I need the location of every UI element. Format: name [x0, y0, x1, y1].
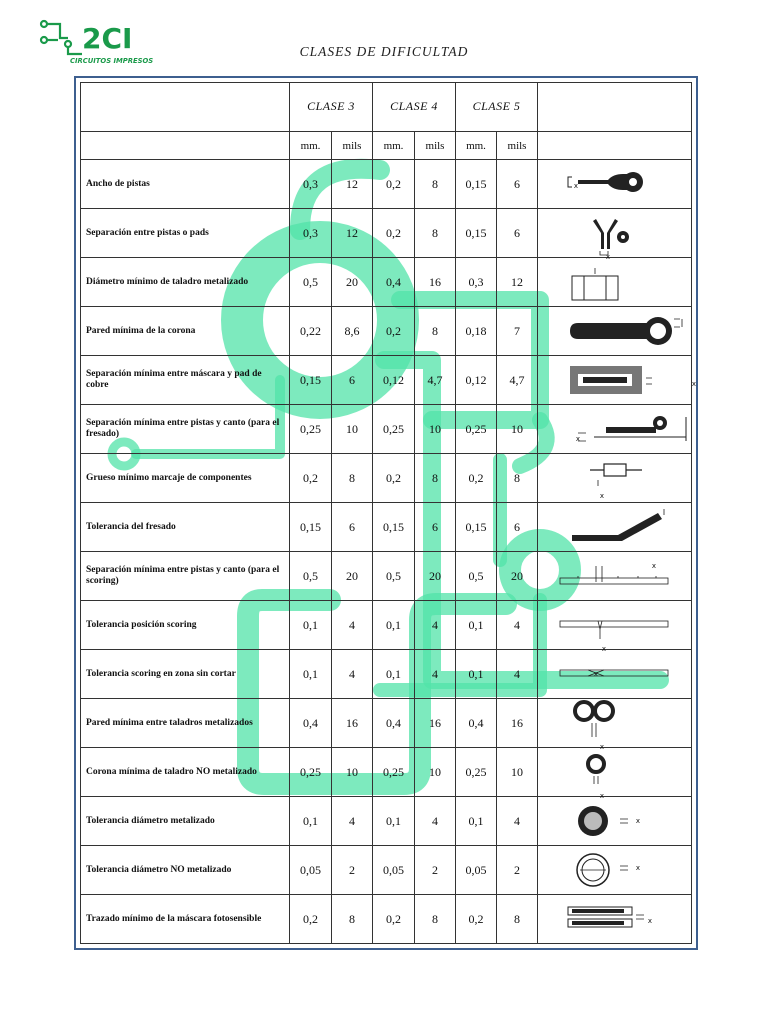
- value-mils: 8: [349, 470, 355, 485]
- npth-ring-icon: [588, 756, 604, 784]
- value-mm: 0,1: [386, 617, 401, 632]
- value-mils: 4: [514, 617, 520, 632]
- value-mils: 2: [349, 862, 355, 877]
- value-mils: 8: [514, 470, 520, 485]
- value-mm: 0,4: [386, 274, 401, 289]
- value-mm: 0,1: [386, 666, 401, 681]
- dimension-mark: x: [647, 917, 653, 925]
- value-mils: 6: [514, 225, 520, 240]
- value-mils: 10: [511, 421, 523, 436]
- value-mm: 0,25: [300, 764, 321, 779]
- dimension-mark: x: [593, 670, 599, 678]
- value-mm: 0,1: [303, 617, 318, 632]
- value-mm: 0,12: [465, 372, 487, 387]
- row-label: Ancho de pistas: [86, 178, 150, 189]
- value-mm: 0,5: [468, 568, 484, 583]
- row-label: Tolerancia del fresado: [86, 521, 176, 532]
- value-mm: 0,18: [465, 323, 487, 338]
- value-mils: 10: [346, 421, 358, 436]
- header-clase-3: CLASE 3: [307, 99, 355, 113]
- value-mm: 0,4: [386, 715, 401, 730]
- row-label: Tolerancia diámetro metalizado: [86, 815, 215, 826]
- npth-tolerance-icon: [577, 854, 628, 886]
- value-mm: 0,2: [303, 911, 318, 926]
- row-label: Diámetro mínimo de taladro metalizado: [86, 276, 249, 287]
- value-mils: 10: [429, 764, 441, 779]
- row-label: Separación entre pistas o pads: [86, 227, 209, 238]
- value-mils: 4: [432, 617, 438, 632]
- value-mils: 12: [511, 274, 523, 289]
- value-mm: 0,3: [303, 225, 318, 240]
- value-mm: 0,2: [386, 176, 401, 191]
- value-mm: 0,5: [303, 568, 318, 583]
- company-logo: [38, 18, 160, 68]
- value-mm: 0,2: [386, 911, 401, 926]
- row-label: Tolerancia diámetro NO metalizado: [86, 864, 232, 875]
- edge-routing-icon: [578, 416, 686, 441]
- row-label: Pared mínima de la corona: [86, 325, 196, 336]
- annular-ring-icon: [570, 317, 682, 345]
- value-mils: 8: [432, 225, 438, 240]
- drill-wall-icon: [575, 702, 613, 737]
- value-mm: 0,15: [465, 519, 487, 534]
- value-mils: 20: [511, 568, 523, 583]
- unit-header: mils: [507, 139, 527, 152]
- value-mils: 6: [349, 372, 355, 387]
- dimension-mark: x: [635, 864, 641, 872]
- unit-header: mm.: [300, 139, 321, 152]
- dimension-mark: x: [651, 562, 657, 570]
- dimension-mark: x: [573, 182, 579, 190]
- value-mils: 8: [432, 176, 438, 191]
- value-mils: 16: [429, 715, 441, 730]
- row-label: Tolerancia posición scoring: [86, 619, 197, 630]
- value-mm: 0,15: [383, 519, 404, 534]
- routing-tolerance-icon: [572, 509, 664, 541]
- value-mm: 0,15: [465, 176, 487, 191]
- row-label: Separación mínima entre máscara y pad de cobre: [86, 369, 262, 390]
- row-label: Grueso mínimo marcaje de componentes: [86, 472, 252, 483]
- mask-clearance-icon: [570, 366, 652, 394]
- value-mils: 4: [349, 617, 355, 632]
- value-mils: 4: [349, 666, 355, 681]
- value-mils: 6: [432, 519, 438, 534]
- value-mils: 12: [346, 176, 358, 191]
- value-mm: 0,2: [468, 470, 484, 485]
- value-mm: 0,4: [468, 715, 484, 730]
- unit-header: mm.: [383, 139, 404, 152]
- value-mm: 0,1: [468, 617, 484, 632]
- value-mils: 20: [429, 568, 441, 583]
- scoring-position-icon: [560, 621, 668, 639]
- value-mils: 16: [346, 715, 358, 730]
- value-mm: 0,1: [468, 666, 484, 681]
- value-mils: 4: [514, 813, 520, 828]
- value-mm: 0,1: [386, 813, 401, 828]
- value-mils: 16: [429, 274, 441, 289]
- dimension-mark: x: [575, 435, 581, 443]
- value-mils: 8: [432, 470, 438, 485]
- row-label: Corona mínima de taladro NO metalizado: [86, 766, 257, 777]
- value-mils: 8,6: [344, 323, 360, 338]
- value-mils: 10: [429, 421, 441, 436]
- value-mm: 0,05: [383, 862, 404, 877]
- value-mm: 0,25: [383, 764, 404, 779]
- value-mils: 10: [511, 764, 523, 779]
- value-mm: 0,15: [300, 519, 321, 534]
- row-label: Pared mínima entre taladros metalizados: [86, 717, 253, 728]
- value-mm: 0,1: [303, 666, 318, 681]
- value-mils: 8: [432, 323, 438, 338]
- value-mm: 0,2: [386, 225, 401, 240]
- value-mils: 2: [432, 862, 438, 877]
- page-title: CLASES DE DIFICULTAD: [299, 44, 469, 59]
- value-mm: 0,5: [303, 274, 318, 289]
- row-label: Separación mínima entre pistas y canto (para el scoring): [86, 565, 280, 586]
- silkscreen-icon: [590, 464, 642, 486]
- mask-web-icon: [568, 907, 644, 927]
- logo-mark: 2CI: [82, 22, 133, 55]
- value-mils: 8: [349, 911, 355, 926]
- value-mm: 0,2: [386, 470, 401, 485]
- value-mils: 2: [514, 862, 520, 877]
- row-label: Tolerancia scoring en zona sin cortar: [86, 668, 236, 679]
- header-clase-5: CLASE 5: [472, 99, 521, 113]
- difficulty-table: [80, 82, 697, 944]
- pth-tolerance-icon: [578, 806, 628, 836]
- dimension-mark: x: [635, 817, 641, 825]
- unit-header: mm.: [466, 139, 486, 152]
- dimension-mark: x: [691, 380, 697, 388]
- value-mm: 0,25: [465, 764, 487, 779]
- value-mm: 0,1: [303, 813, 318, 828]
- value-mm: 0,25: [465, 421, 487, 436]
- value-mm: 0,5: [386, 568, 401, 583]
- value-mils: 4,7: [427, 372, 443, 387]
- value-mils: 20: [346, 274, 358, 289]
- value-mils: 20: [346, 568, 358, 583]
- value-mm: 0,3: [468, 274, 484, 289]
- value-mm: 0,25: [383, 421, 404, 436]
- row-label: Separación mínima entre pistas y canto (para el fresado): [86, 418, 280, 439]
- plated-drill-icon: [572, 268, 618, 300]
- logo-subtitle: CIRCUITOS IMPRESOS: [70, 57, 154, 65]
- value-mm: 0,4: [303, 715, 318, 730]
- dimension-mark: x: [601, 645, 607, 653]
- value-mm: 0,05: [465, 862, 487, 877]
- value-mm: 0,2: [303, 470, 318, 485]
- scoring-uncut-icon: [560, 670, 668, 676]
- value-mils: 8: [514, 911, 520, 926]
- value-mils: 6: [514, 519, 520, 534]
- value-mils: 10: [346, 764, 358, 779]
- value-mm: 0,2: [468, 911, 484, 926]
- unit-header: mils: [425, 139, 445, 152]
- value-mils: 8: [432, 911, 438, 926]
- value-mils: 4: [349, 813, 355, 828]
- value-mm: 0,25: [300, 421, 321, 436]
- value-mils: 16: [511, 715, 523, 730]
- dimension-mark: x: [605, 253, 611, 261]
- value-mm: 0,3: [303, 176, 318, 191]
- unit-header: mils: [342, 139, 362, 152]
- value-mm: 0,05: [300, 862, 321, 877]
- track-spacing-icon: [593, 219, 629, 255]
- value-mils: 4: [432, 813, 438, 828]
- value-mils: 6: [349, 519, 355, 534]
- value-mm: 0,15: [465, 225, 487, 240]
- value-mils: 6: [514, 176, 520, 191]
- dimension-mark: x: [599, 743, 605, 751]
- value-mm: 0,15: [300, 372, 321, 387]
- value-mils: 4: [432, 666, 438, 681]
- dimension-mark: x: [599, 792, 605, 800]
- value-mils: 7: [514, 323, 520, 338]
- row-label: Trazado mínimo de la máscara fotosensible: [86, 913, 262, 924]
- icons-column: [538, 160, 691, 944]
- dimension-mark: x: [599, 492, 605, 500]
- value-mils: 4: [514, 666, 520, 681]
- value-mils: 12: [346, 225, 358, 240]
- value-mm: 0,2: [386, 323, 401, 338]
- header-clase-4: CLASE 4: [390, 99, 438, 113]
- value-mm: 0,22: [300, 323, 321, 338]
- value-mils: 4,7: [509, 372, 525, 387]
- value-mm: 0,1: [468, 813, 484, 828]
- value-mm: 0,12: [383, 372, 404, 387]
